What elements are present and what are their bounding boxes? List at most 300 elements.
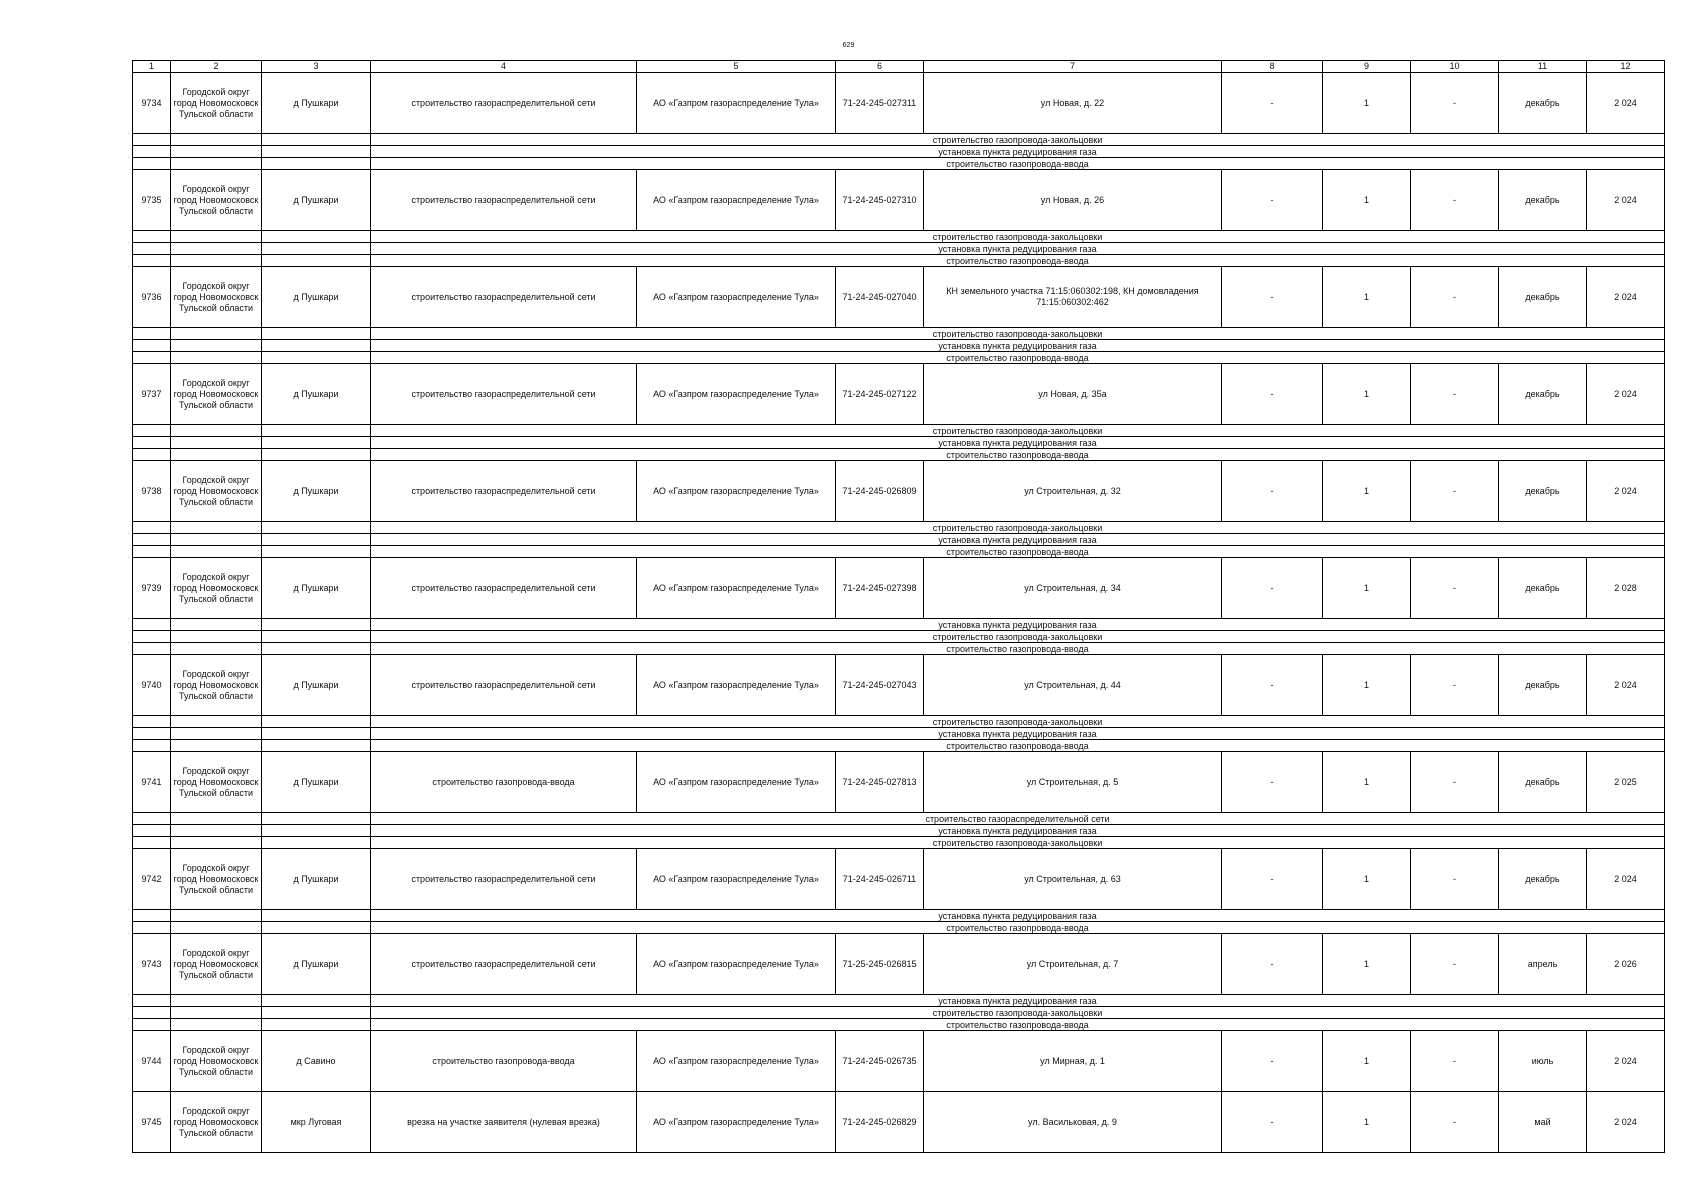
subwork-row	[133, 619, 1665, 631]
table-row	[133, 73, 1665, 134]
table-row	[133, 558, 1665, 619]
organization-cell: АО «Газпром газораспределение Тула»	[637, 364, 836, 425]
work-type-cell: строительство газораспределительной сети	[371, 170, 637, 231]
empty-cell	[133, 910, 171, 922]
empty-cell	[133, 522, 171, 534]
empty-cell	[133, 716, 171, 728]
col8-cell: -	[1222, 655, 1323, 716]
col8-cell: -	[1222, 1031, 1323, 1092]
month-cell: декабрь	[1499, 267, 1587, 328]
municipality-cell: Городской округ город Новомосковск Тульской области	[171, 1092, 262, 1153]
empty-cell	[133, 243, 171, 255]
subwork-row	[133, 328, 1665, 340]
empty-cell	[171, 922, 262, 934]
locality-cell: д Пушкари	[262, 267, 371, 328]
column-header: 3	[262, 61, 371, 73]
empty-cell	[262, 437, 371, 449]
month-cell: декабрь	[1499, 655, 1587, 716]
month-cell: декабрь	[1499, 170, 1587, 231]
locality-cell: д Пушкари	[262, 364, 371, 425]
subwork-text: строительство газопровода-ввода	[371, 158, 1665, 170]
col8-cell: -	[1222, 1092, 1323, 1153]
locality-cell: д Савино	[262, 1031, 371, 1092]
application-code-cell: 71-24-245-027040	[836, 267, 924, 328]
empty-cell	[171, 243, 262, 255]
organization-cell: АО «Газпром газораспределение Тула»	[637, 267, 836, 328]
table-row	[133, 1092, 1665, 1153]
subwork-row	[133, 437, 1665, 449]
empty-cell	[133, 922, 171, 934]
month-cell: декабрь	[1499, 558, 1587, 619]
subwork-row	[133, 837, 1665, 849]
empty-cell	[171, 352, 262, 364]
empty-cell	[171, 995, 262, 1007]
empty-cell	[262, 995, 371, 1007]
address-cell: ул Новая, д. 22	[924, 73, 1222, 134]
organization-cell: АО «Газпром газораспределение Тула»	[637, 461, 836, 522]
empty-cell	[262, 158, 371, 170]
empty-cell	[262, 837, 371, 849]
empty-cell	[171, 522, 262, 534]
subwork-row	[133, 910, 1665, 922]
municipality-cell: Городской округ город Новомосковск Тульской области	[171, 73, 262, 134]
empty-cell	[133, 534, 171, 546]
year-cell: 2 024	[1587, 849, 1665, 910]
col8-cell: -	[1222, 558, 1323, 619]
year-cell: 2 024	[1587, 655, 1665, 716]
application-code-cell: 71-24-245-027311	[836, 73, 924, 134]
subwork-row	[133, 643, 1665, 655]
empty-cell	[171, 837, 262, 849]
subwork-row	[133, 425, 1665, 437]
row-number-cell: 9738	[133, 461, 171, 522]
subwork-text: установка пункта редуцирования газа	[371, 995, 1665, 1007]
empty-cell	[133, 825, 171, 837]
empty-cell	[133, 728, 171, 740]
empty-cell	[262, 1007, 371, 1019]
application-code-cell: 71-24-245-027310	[836, 170, 924, 231]
subwork-text: строительство газораспределительной сети	[371, 813, 1665, 825]
month-cell: май	[1499, 1092, 1587, 1153]
address-cell: ул Строительная, д. 7	[924, 934, 1222, 995]
address-cell: ул Строительная, д. 5	[924, 752, 1222, 813]
col8-cell: -	[1222, 752, 1323, 813]
row-number-cell: 9741	[133, 752, 171, 813]
col8-cell: -	[1222, 73, 1323, 134]
row-number-cell: 9742	[133, 849, 171, 910]
application-code-cell: 71-24-245-027813	[836, 752, 924, 813]
col10-cell: -	[1411, 849, 1499, 910]
empty-cell	[171, 813, 262, 825]
empty-cell	[262, 922, 371, 934]
empty-cell	[262, 740, 371, 752]
empty-cell	[171, 910, 262, 922]
column-header: 2	[171, 61, 262, 73]
empty-cell	[262, 1019, 371, 1031]
subwork-text: строительство газопровода-закольцовки	[371, 716, 1665, 728]
application-code-cell: 71-24-245-027122	[836, 364, 924, 425]
column-header: 4	[371, 61, 637, 73]
empty-cell	[262, 631, 371, 643]
table-body	[133, 61, 1665, 1153]
subwork-text: строительство газопровода-ввода	[371, 546, 1665, 558]
empty-cell	[262, 619, 371, 631]
subwork-text: строительство газопровода-ввода	[371, 255, 1665, 267]
subwork-text: установка пункта редуцирования газа	[371, 910, 1665, 922]
empty-cell	[262, 643, 371, 655]
subwork-text: строительство газопровода-закольцовки	[371, 328, 1665, 340]
col9-cell: 1	[1323, 364, 1411, 425]
empty-cell	[171, 631, 262, 643]
page-number: 629	[842, 42, 855, 49]
locality-cell: д Пушкари	[262, 170, 371, 231]
month-cell: декабрь	[1499, 461, 1587, 522]
empty-cell	[171, 534, 262, 546]
empty-cell	[171, 328, 262, 340]
col9-cell: 1	[1323, 267, 1411, 328]
locality-cell: д Пушкари	[262, 73, 371, 134]
table-row	[133, 752, 1665, 813]
table-row	[133, 934, 1665, 995]
empty-cell	[262, 825, 371, 837]
subwork-text: установка пункта редуцирования газа	[371, 728, 1665, 740]
subwork-row	[133, 716, 1665, 728]
municipality-cell: Городской округ город Новомосковск Тульской области	[171, 655, 262, 716]
month-cell: июль	[1499, 1031, 1587, 1092]
row-number-cell: 9737	[133, 364, 171, 425]
subwork-row	[133, 146, 1665, 158]
empty-cell	[262, 134, 371, 146]
address-cell: ул Строительная, д. 44	[924, 655, 1222, 716]
col9-cell: 1	[1323, 934, 1411, 995]
application-code-cell: 71-24-245-026711	[836, 849, 924, 910]
empty-cell	[133, 134, 171, 146]
year-cell: 2 026	[1587, 934, 1665, 995]
empty-cell	[171, 728, 262, 740]
empty-cell	[171, 146, 262, 158]
organization-cell: АО «Газпром газораспределение Тула»	[637, 1031, 836, 1092]
work-type-cell: строительство газораспределительной сети	[371, 461, 637, 522]
empty-cell	[133, 546, 171, 558]
empty-cell	[133, 437, 171, 449]
empty-cell	[171, 231, 262, 243]
year-cell: 2 024	[1587, 73, 1665, 134]
subwork-row	[133, 813, 1665, 825]
subwork-text: строительство газопровода-ввода	[371, 740, 1665, 752]
col9-cell: 1	[1323, 1092, 1411, 1153]
empty-cell	[171, 449, 262, 461]
month-cell: декабрь	[1499, 752, 1587, 813]
col9-cell: 1	[1323, 849, 1411, 910]
work-type-cell: строительство газораспределительной сети	[371, 655, 637, 716]
subwork-text: строительство газопровода-ввода	[371, 449, 1665, 461]
table-row	[133, 849, 1665, 910]
subwork-row	[133, 340, 1665, 352]
empty-cell	[133, 328, 171, 340]
address-cell: ул. Васильковая, д. 9	[924, 1092, 1222, 1153]
subwork-row	[133, 255, 1665, 267]
month-cell: декабрь	[1499, 849, 1587, 910]
subwork-text: установка пункта редуцирования газа	[371, 340, 1665, 352]
subwork-text: установка пункта редуцирования газа	[371, 619, 1665, 631]
empty-cell	[133, 340, 171, 352]
column-number-header-row	[133, 61, 1665, 73]
subwork-text: строительство газопровода-ввода	[371, 1019, 1665, 1031]
year-cell: 2 024	[1587, 267, 1665, 328]
column-header: 9	[1323, 61, 1411, 73]
year-cell: 2 025	[1587, 752, 1665, 813]
subwork-text: строительство газопровода-закольцовки	[371, 134, 1665, 146]
empty-cell	[262, 352, 371, 364]
empty-cell	[171, 740, 262, 752]
col10-cell: -	[1411, 752, 1499, 813]
col10-cell: -	[1411, 934, 1499, 995]
col8-cell: -	[1222, 461, 1323, 522]
subwork-row	[133, 449, 1665, 461]
subwork-row	[133, 158, 1665, 170]
empty-cell	[171, 158, 262, 170]
empty-cell	[262, 340, 371, 352]
table-row	[133, 267, 1665, 328]
empty-cell	[171, 619, 262, 631]
year-cell: 2 028	[1587, 558, 1665, 619]
organization-cell: АО «Газпром газораспределение Тула»	[637, 1092, 836, 1153]
row-number-cell: 9745	[133, 1092, 171, 1153]
locality-cell: д Пушкари	[262, 655, 371, 716]
subwork-row	[133, 1019, 1665, 1031]
col9-cell: 1	[1323, 170, 1411, 231]
application-code-cell: 71-24-245-026809	[836, 461, 924, 522]
col10-cell: -	[1411, 267, 1499, 328]
subwork-row	[133, 522, 1665, 534]
empty-cell	[262, 449, 371, 461]
municipality-cell: Городской округ город Новомосковск Тульской области	[171, 934, 262, 995]
empty-cell	[133, 740, 171, 752]
work-type-cell: строительство газораспределительной сети	[371, 934, 637, 995]
month-cell: декабрь	[1499, 364, 1587, 425]
empty-cell	[171, 716, 262, 728]
subwork-text: строительство газопровода-закольцовки	[371, 837, 1665, 849]
work-type-cell: строительство газопровода-ввода	[371, 752, 637, 813]
col10-cell: -	[1411, 364, 1499, 425]
col9-cell: 1	[1323, 752, 1411, 813]
empty-cell	[133, 255, 171, 267]
organization-cell: АО «Газпром газораспределение Тула»	[637, 655, 836, 716]
column-header: 7	[924, 61, 1222, 73]
subwork-row	[133, 534, 1665, 546]
empty-cell	[262, 910, 371, 922]
address-cell: ул Новая, д. 26	[924, 170, 1222, 231]
application-code-cell: 71-25-245-026815	[836, 934, 924, 995]
empty-cell	[171, 825, 262, 837]
empty-cell	[171, 546, 262, 558]
col9-cell: 1	[1323, 655, 1411, 716]
subwork-text: установка пункта редуцирования газа	[371, 825, 1665, 837]
municipality-cell: Городской округ город Новомосковск Тульской области	[171, 267, 262, 328]
empty-cell	[133, 837, 171, 849]
col10-cell: -	[1411, 1092, 1499, 1153]
work-type-cell: строительство газораспределительной сети	[371, 364, 637, 425]
empty-cell	[133, 995, 171, 1007]
organization-cell: АО «Газпром газораспределение Тула»	[637, 558, 836, 619]
empty-cell	[133, 158, 171, 170]
organization-cell: АО «Газпром газораспределение Тула»	[637, 73, 836, 134]
subwork-row	[133, 631, 1665, 643]
locality-cell: д Пушкари	[262, 752, 371, 813]
row-number-cell: 9740	[133, 655, 171, 716]
subwork-row	[133, 1007, 1665, 1019]
municipality-cell: Городской округ город Новомосковск Тульской области	[171, 364, 262, 425]
column-header: 8	[1222, 61, 1323, 73]
empty-cell	[133, 619, 171, 631]
subwork-text: строительство газопровода-ввода	[371, 352, 1665, 364]
work-type-cell: строительство газораспределительной сети	[371, 849, 637, 910]
empty-cell	[262, 255, 371, 267]
column-header: 6	[836, 61, 924, 73]
col10-cell: -	[1411, 655, 1499, 716]
subwork-text: установка пункта редуцирования газа	[371, 534, 1665, 546]
subwork-row	[133, 825, 1665, 837]
col9-cell: 1	[1323, 558, 1411, 619]
locality-cell: д Пушкари	[262, 558, 371, 619]
subwork-text: строительство газопровода-закольцовки	[371, 631, 1665, 643]
month-cell: апрель	[1499, 934, 1587, 995]
subwork-text: установка пункта редуцирования газа	[371, 243, 1665, 255]
address-cell: ул Строительная, д. 63	[924, 849, 1222, 910]
row-number-cell: 9744	[133, 1031, 171, 1092]
column-header: 11	[1499, 61, 1587, 73]
col10-cell: -	[1411, 1031, 1499, 1092]
empty-cell	[171, 1007, 262, 1019]
column-header: 10	[1411, 61, 1499, 73]
work-type-cell: строительство газораспределительной сети	[371, 558, 637, 619]
subwork-row	[133, 243, 1665, 255]
empty-cell	[133, 643, 171, 655]
municipality-cell: Городской округ город Новомосковск Тульской области	[171, 752, 262, 813]
subwork-row	[133, 231, 1665, 243]
empty-cell	[133, 146, 171, 158]
column-header: 5	[637, 61, 836, 73]
col8-cell: -	[1222, 934, 1323, 995]
empty-cell	[171, 340, 262, 352]
locality-cell: д Пушкари	[262, 849, 371, 910]
empty-cell	[133, 813, 171, 825]
col9-cell: 1	[1323, 73, 1411, 134]
column-header: 12	[1587, 61, 1665, 73]
row-number-cell: 9735	[133, 170, 171, 231]
empty-cell	[262, 813, 371, 825]
table-row	[133, 655, 1665, 716]
empty-cell	[133, 449, 171, 461]
subwork-text: строительство газопровода-ввода	[371, 922, 1665, 934]
empty-cell	[171, 1019, 262, 1031]
municipality-cell: Городской округ город Новомосковск Тульской области	[171, 461, 262, 522]
col8-cell: -	[1222, 849, 1323, 910]
empty-cell	[262, 546, 371, 558]
empty-cell	[262, 328, 371, 340]
empty-cell	[262, 728, 371, 740]
organization-cell: АО «Газпром газораспределение Тула»	[637, 849, 836, 910]
subwork-text: строительство газопровода-закольцовки	[371, 425, 1665, 437]
work-type-cell: строительство газопровода-ввода	[371, 1031, 637, 1092]
work-type-cell: врезка на участке заявителя (нулевая врезка)	[371, 1092, 637, 1153]
address-cell: ул Мирная, д. 1	[924, 1031, 1222, 1092]
organization-cell: АО «Газпром газораспределение Тула»	[637, 170, 836, 231]
month-cell: декабрь	[1499, 73, 1587, 134]
address-cell: ул Строительная, д. 32	[924, 461, 1222, 522]
organization-cell: АО «Газпром газораспределение Тула»	[637, 752, 836, 813]
application-code-cell: 71-24-245-027398	[836, 558, 924, 619]
subwork-text: установка пункта редуцирования газа	[371, 437, 1665, 449]
column-header: 1	[133, 61, 171, 73]
locality-cell: мкр Луговая	[262, 1092, 371, 1153]
table-row	[133, 1031, 1665, 1092]
col9-cell: 1	[1323, 1031, 1411, 1092]
row-number-cell: 9736	[133, 267, 171, 328]
row-number-cell: 9739	[133, 558, 171, 619]
subwork-text: установка пункта редуцирования газа	[371, 146, 1665, 158]
subwork-row	[133, 352, 1665, 364]
empty-cell	[262, 522, 371, 534]
empty-cell	[171, 255, 262, 267]
col10-cell: -	[1411, 461, 1499, 522]
col8-cell: -	[1222, 267, 1323, 328]
empty-cell	[133, 1019, 171, 1031]
year-cell: 2 024	[1587, 461, 1665, 522]
empty-cell	[171, 425, 262, 437]
empty-cell	[133, 352, 171, 364]
locality-cell: д Пушкари	[262, 934, 371, 995]
col9-cell: 1	[1323, 461, 1411, 522]
empty-cell	[133, 1007, 171, 1019]
application-code-cell: 71-24-245-026829	[836, 1092, 924, 1153]
table-row	[133, 364, 1665, 425]
empty-cell	[262, 425, 371, 437]
work-type-cell: строительство газораспределительной сети	[371, 267, 637, 328]
col8-cell: -	[1222, 364, 1323, 425]
subwork-text: строительство газопровода-закольцовки	[371, 231, 1665, 243]
empty-cell	[171, 134, 262, 146]
empty-cell	[262, 231, 371, 243]
work-type-cell: строительство газораспределительной сети	[371, 73, 637, 134]
municipality-cell: Городской округ город Новомосковск Тульской области	[171, 170, 262, 231]
address-cell: КН земельного участка 71:15:060302:198, КН домовладения 71:15:060302:462	[924, 267, 1222, 328]
row-number-cell: 9743	[133, 934, 171, 995]
empty-cell	[262, 534, 371, 546]
col8-cell: -	[1222, 170, 1323, 231]
subwork-row	[133, 546, 1665, 558]
application-code-cell: 71-24-245-027043	[836, 655, 924, 716]
subwork-text: строительство газопровода-закольцовки	[371, 1007, 1665, 1019]
subwork-row	[133, 728, 1665, 740]
address-cell: ул Новая, д. 35а	[924, 364, 1222, 425]
subwork-row	[133, 740, 1665, 752]
empty-cell	[133, 631, 171, 643]
empty-cell	[133, 425, 171, 437]
col10-cell: -	[1411, 170, 1499, 231]
year-cell: 2 024	[1587, 1031, 1665, 1092]
year-cell: 2 024	[1587, 1092, 1665, 1153]
table-row	[133, 461, 1665, 522]
subwork-row	[133, 922, 1665, 934]
col10-cell: -	[1411, 558, 1499, 619]
address-cell: ул Строительная, д. 34	[924, 558, 1222, 619]
municipality-cell: Городской округ город Новомосковск Тульской области	[171, 558, 262, 619]
table-row	[133, 170, 1665, 231]
empty-cell	[171, 437, 262, 449]
year-cell: 2 024	[1587, 364, 1665, 425]
locality-cell: д Пушкари	[262, 461, 371, 522]
